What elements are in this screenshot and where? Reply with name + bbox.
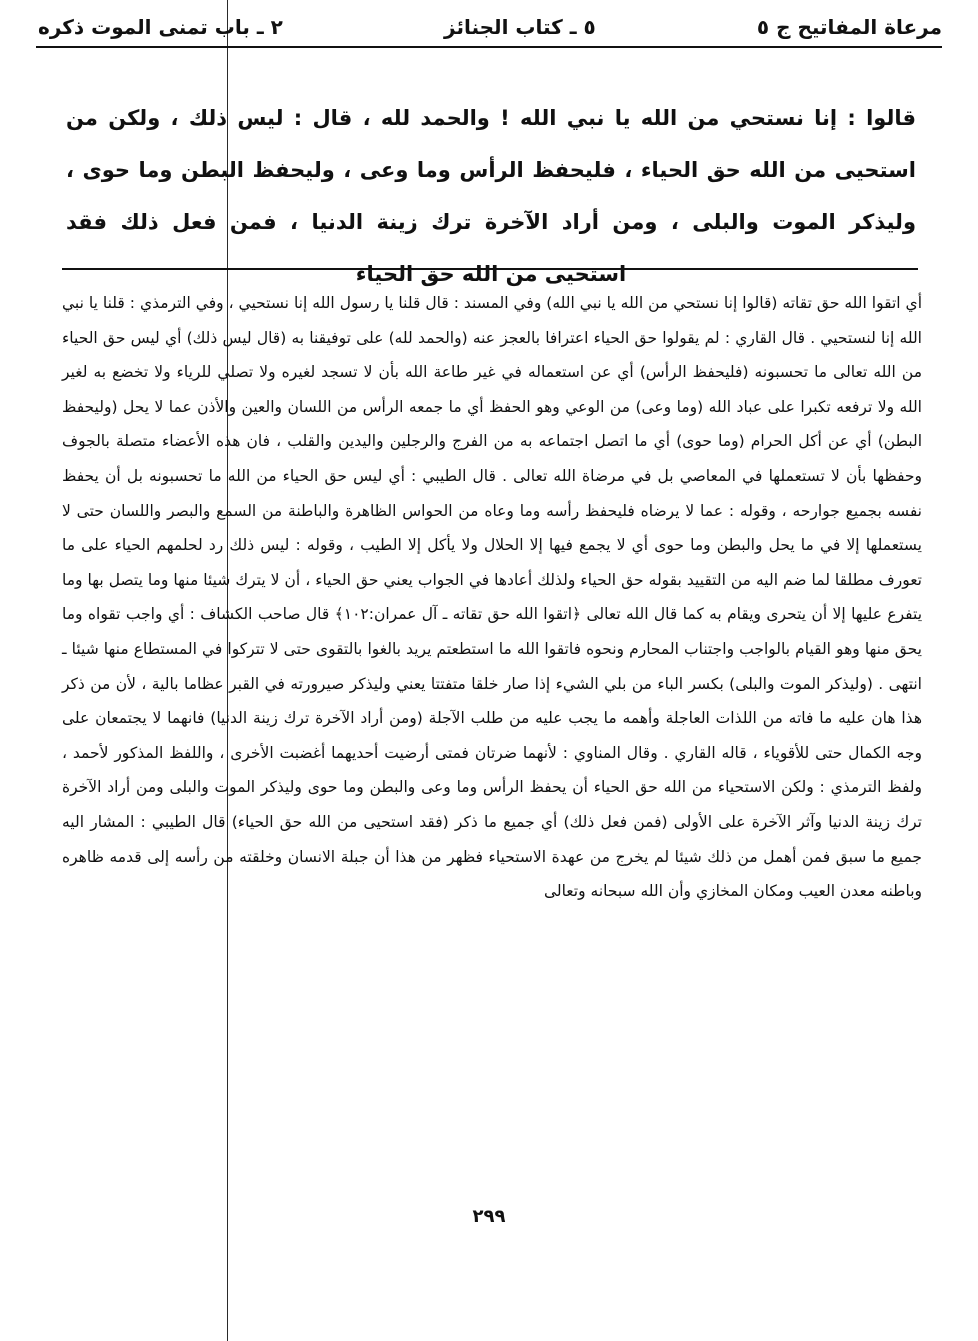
- page-number: ٢٩٩: [472, 1206, 506, 1227]
- header-divider: [36, 46, 942, 48]
- commentary-paragraph: أي اتقوا الله حق تقاته (قالوا إنا نستحي من الله يا نبي الله) وفي المسند : قال قلنا يا رسول الله إنا نستحيي ، وفي الترمذي : قلنا يا نبي الله إنا لنستحيي . قال القاري : لم يقولوا حق الحياء اعترافا بالعجز عنه (والحمد لله) على توفيقنا به (قال ليس ذلك) أي ليس حق الحياء من الله تعالى ما تحسبونه (فليحفظ الرأس) أي عن استعماله في غير طاعة الله بأن لا تسجد لغيره ولا تصلي للرياء ولا تخضع به لغير الله ولا ترفعه تكبرا على عباد الله (وما وعى) من الوعي وهو الحفظ أي ما جمعه الرأس من اللسان والعين والأذن عما لا يحل (وليحفظ البطن) أي عن أكل الحرام (وما حوى) أي ما اتصل اجتماعه به من الفرج والرجلين واليدين والقلب ، فان هذه الأعضاء متصلة بالجوف وحفظها بأن لا تستعملها في المعاصي بل في مرضاة الله تعالى . قال الطيبي : أي ليس حق الحياء من الله ما تحسبونه بل أن يحفظ نفسه بجميع جوارحه ، وقوله : عما لا يرضاه فليحفظ رأسه وما وعاه من الحواس الظاهرة والباطنة من السمع والبصر واللسان حتى لا يستعملها إلا في ما يحل والبطن وما حوى أي لا يجمع فيها إلا الحلال ولا يأكل إلا الطيب ، وقوله : ليس ذلك رد لحلمهم الحياء على ما تعورف مطلقا لما ضم اليه من التقييد بقوله حق الحياء ولذلك أعادها في الجواب يعني حق الحياء ، أن لا يترك شيئا منها وما يتصل بها وما يتفرع عليها إلا أن يتحرى ويقام به كما قال الله تعالى ﴿اتقوا الله حق تقاته ـ آل عمران:١٠٢﴾ قال صاحب الكشاف : أي واجب تقواه وما يحق منها وهو القيام بالواجب واجتناب المحارم ونحوه فاتقوا الله ما استطعتم يريد بالغوا بالتقوى حتى لا تتركوا في المستطاع منها شيئا ـ انتهى . (وليذكر الموت والبلى) بكسر الباء من بلي الشيء إذا صار خلقا متفتتا يعني وليذكر صيرورته في القبر عظاما بالية ، لأن من ذكر هذا هان عليه ما فاته من اللذات العاجلة وأهمه ما يجب عليه من طلب الآجلة (ومن أراد الآخرة ترك زينة الدنيا) فانهما لا يجتمعان على وجه الكمال حتى للأقوياء ، قاله القاري . وقال المناوي : لأنهما ضرتان فمتى أرضيت أحديهما أغضبت الأخرى ، واللفظ المذكور لأحمد ، ولفظ الترمذي : ولكن الاستحياء من الله حق الحياء أن يحفظ الرأس وما وعى والبطن وما حوى وليذكر الموت والبلى ومن أراد الآخرة ترك زينة الدنيا وآثر الآخرة على الأولى (فمن فعل ذلك) أي جميع ما ذكر (فقد استحيى من الله حق الحياء) قال الطيبي : المشار اليه جميع ما سبق فمن أهمل من ذلك شيئا لم يخرج من عهدة الاستحياء فظهر من هذا أن جبلة الانسان وخلقته من رأسه إلى قدمه ظاهره وباطنه معدن العيب ومكان المخازي وأن الله سبحانه وتعالى: [62, 294, 923, 901]
- header-book-title: ٥ ـ كتاب الجنائز: [444, 15, 596, 39]
- header-chapter-title: ٢ ـ باب تمنى الموت ذكره: [38, 15, 283, 39]
- commentary-body: [62, 286, 922, 909]
- header-volume-title: مرعاة المفاتيح ج ٥: [756, 15, 942, 39]
- hadith-text: قالوا : إنا نستحي من الله يا نبي الله ! والحمد لله ، قال : ليس ذلك ، ولكن من استحيى من الله حق الحياء ، فليحفظ الرأس وما وعى ، وليحفظ البطن وما حوى ، وليذكر الموت والبلى ، ومن أراد الآخرة ترك زينة الدنيا ، فمن فعل ذلك فقد استحيى من الله حق الحياء: [66, 106, 916, 286]
- running-header: [38, 10, 942, 44]
- section-divider: [62, 268, 918, 270]
